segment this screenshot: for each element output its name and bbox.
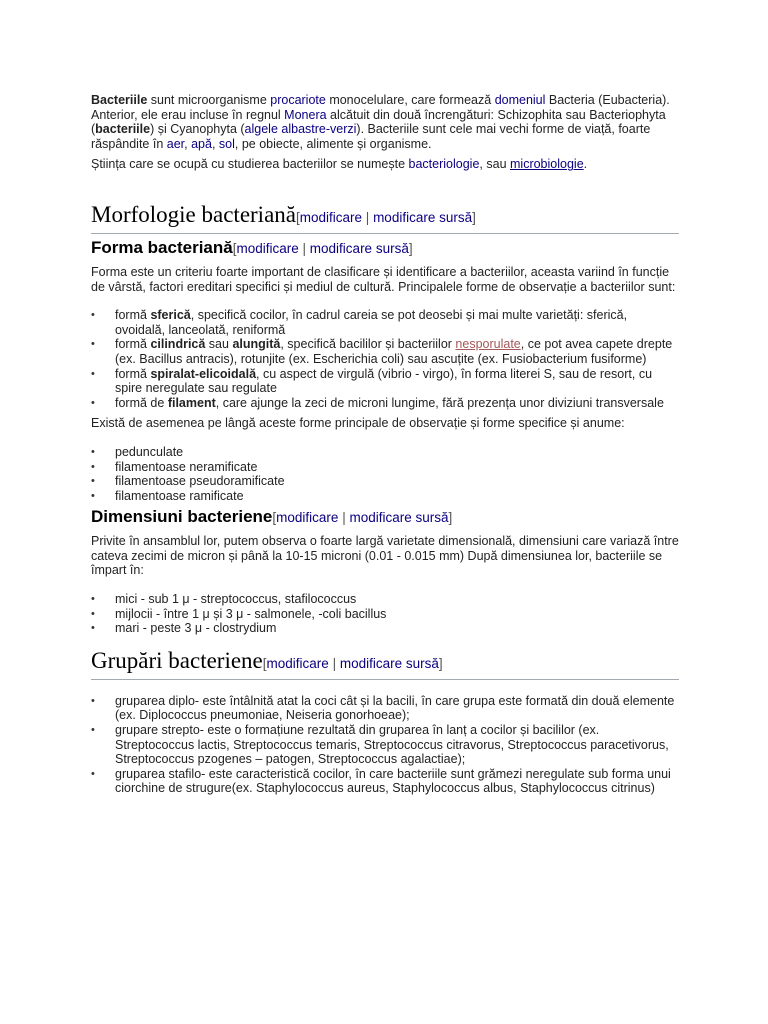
forma-paragraph: Forma este un criteriu foarte important de clasificare și identificare a bacteriilor, aceasta variind în funcție de vârstă, factori ereditari specifici și mediul de cultură. Principalele forme de observație a bacteriilor sunt: xyxy=(91,264,676,294)
link-monera[interactable]: Monera xyxy=(284,107,327,122)
bold-term: bacteriile xyxy=(95,122,151,137)
text: , sau xyxy=(479,157,510,172)
separator: | xyxy=(328,655,340,671)
text: , specifică bacililor și bacteriilor xyxy=(280,337,456,352)
heading-forma xyxy=(91,238,679,259)
list-item xyxy=(115,337,679,366)
list-item: • grupare strepto- este o formațiune rezultată din gruparea în lanț a cocilor și bacililor (ex. Streptococcus lactis, Streptococcus temaris, Streptococcus citravorus, Streptococcus paracetivorus, Streptococcus pzogenes – patogen, Streptococcus agalactiae); xyxy=(115,723,679,767)
bracket: [ xyxy=(296,209,300,225)
edit-link[interactable]: modificare xyxy=(276,510,339,526)
bracket: ] xyxy=(438,655,443,671)
forma-paragraph-2: Există de asemenea pe lângă aceste forme principale de observație și forme specifice și anume: xyxy=(91,416,625,431)
list-item: • mijlocii - între 1 μ și 3 μ - salmonele, -coli bacillus xyxy=(115,607,679,622)
bracket: ] xyxy=(472,209,476,225)
bracket: [ xyxy=(272,510,277,526)
list-item: • gruparea stafilo- este caracteristică cocilor, în care bacteriile sunt grămezi neregulate sub forma unui ciorchine de strugure(ex. Staphylococcus aureus, Staphylococcus albus, Staphylococcus citrinus) xyxy=(115,767,679,796)
edit-link[interactable]: modificare xyxy=(299,209,363,225)
forma-specific-list xyxy=(91,445,679,503)
list-item: • mici - sub 1 μ - streptococcus, stafilococcus xyxy=(115,592,679,607)
list-item: • filamentoase ramificate xyxy=(115,489,679,504)
separator: | xyxy=(362,209,374,225)
text: Bacteria (Eubacteria). Anterior, ele erau incluse în regnul xyxy=(91,93,670,122)
list-item: • filamentoase neramificate xyxy=(115,460,679,475)
article-body xyxy=(91,93,679,796)
text: sau xyxy=(205,337,233,352)
link-algele[interactable]: algele albastre-verzi xyxy=(244,122,357,137)
edit-link[interactable]: modificare xyxy=(236,240,299,256)
bold-term: filament xyxy=(167,395,216,410)
intro-paragraph-2 xyxy=(91,157,679,172)
text: formă de xyxy=(115,395,168,410)
heading-text: Grupări bacteriene xyxy=(91,647,263,673)
text: , xyxy=(211,136,219,151)
bracket: [ xyxy=(232,240,237,256)
bold-term: spiralat-elicoidală xyxy=(150,366,257,381)
text: ) și Cyanophyta ( xyxy=(150,122,245,137)
dimensiuni-paragraph: Privite în ansamblul lor, putem observa o foarte largă varietate dimensională, dimensiuni care variază între cateva zecimi de micron și până la 10-15 microni (0.01 - 0.015 mm) După dimensiunea lor, bacteriile se împart în: xyxy=(91,534,679,578)
separator: | xyxy=(298,240,310,256)
dimensiuni-list xyxy=(91,592,679,636)
link-aer[interactable]: aer xyxy=(166,136,185,151)
edit-links xyxy=(233,241,413,256)
text: ). Bacteriile sunt cele mai vechi forme de viață, foarte răspândite în xyxy=(91,122,651,151)
link-sol[interactable]: sol xyxy=(218,136,235,151)
list-item: • mari - peste 3 μ - clostrydium xyxy=(115,621,679,636)
bold-term: cilindrică xyxy=(150,337,206,352)
text: alcătuit din două încrengături: Schizophita sau Bacteriophyta ( xyxy=(91,107,666,137)
bold-term: sferică xyxy=(150,308,191,323)
edit-links xyxy=(296,210,476,225)
list-item: • filamentoase pseudoramificate xyxy=(115,474,679,489)
edit-links xyxy=(272,510,452,525)
edit-source-link[interactable]: modificare sursă xyxy=(373,209,473,225)
text: monocelulare, care formează xyxy=(325,93,495,107)
forma-list xyxy=(91,308,679,410)
bracket: [ xyxy=(262,655,267,671)
bracket: ] xyxy=(408,240,413,256)
intro-paragraph xyxy=(91,93,679,151)
text: , specifică cocilor, în cadrul careia se pot deosebi și mai multe varietăți: sferică, ovoidală, lanceolată, reniformă xyxy=(115,308,628,337)
edit-source-link[interactable]: modificare sursă xyxy=(339,655,439,671)
text: formă xyxy=(115,337,151,352)
link-microbiologie[interactable]: microbiologie xyxy=(510,157,584,172)
grupari-list xyxy=(91,694,679,796)
list-item xyxy=(115,367,679,396)
edit-source-link[interactable]: modificare sursă xyxy=(309,240,409,256)
edit-links xyxy=(263,656,443,671)
text: , cu aspect de virgulă (vibrio - virgo), în forma literei S, sau de resort, cu spire neregulate sau regulate xyxy=(115,366,653,396)
link-bacteriologie[interactable]: bacteriologie xyxy=(408,157,480,172)
link-nesporulate[interactable]: nesporulate xyxy=(455,337,521,352)
bracket: ] xyxy=(448,510,453,526)
text: formă xyxy=(115,308,151,323)
heading-text: Dimensiuni bacteriene xyxy=(91,507,273,527)
link-apa[interactable]: apă xyxy=(191,136,212,151)
text: , xyxy=(184,136,192,151)
heading-morfologie xyxy=(91,202,679,234)
bold-term: Bacteriile xyxy=(91,93,148,107)
list-item: • gruparea diplo- este întâlnită atat la coci cât și la bacili, în care grupa este formată din două elemente (ex. Diplococcus pneumoniae, Neiseria gonorhoeae); xyxy=(115,694,679,723)
list-item xyxy=(115,308,679,337)
link-domeniul[interactable]: domeniul xyxy=(494,93,546,107)
text: formă xyxy=(115,366,151,381)
text: , ce pot avea capete drepte (ex. Bacillus antracis), rotunjite (ex. Escherichia coli) sau ascuțite (ex. Fusiobacterium fusiforme) xyxy=(115,337,673,366)
text: Știința care se ocupă cu studierea bacteriilor se numește xyxy=(91,157,409,172)
edit-source-link[interactable]: modificare sursă xyxy=(349,510,449,526)
heading-dimensiuni xyxy=(91,507,679,528)
text: . xyxy=(583,157,588,172)
bold-term: alungită xyxy=(232,337,281,352)
edit-link[interactable]: modificare xyxy=(266,655,329,671)
text: , pe obiecte, alimente și organisme. xyxy=(234,136,432,151)
list-item: • pedunculate xyxy=(115,445,679,460)
list-item xyxy=(115,396,679,411)
link-procariote[interactable]: procariote xyxy=(270,93,326,107)
heading-grupari xyxy=(91,648,679,680)
heading-text: Forma bacteriană xyxy=(91,237,233,257)
separator: | xyxy=(338,510,350,526)
text: , care ajunge la zeci de microni lungime, fără prezența unor diviziuni transversale xyxy=(215,395,664,410)
text: sunt microorganisme xyxy=(147,93,271,107)
heading-text: Morfologie bacteriană xyxy=(91,201,296,227)
